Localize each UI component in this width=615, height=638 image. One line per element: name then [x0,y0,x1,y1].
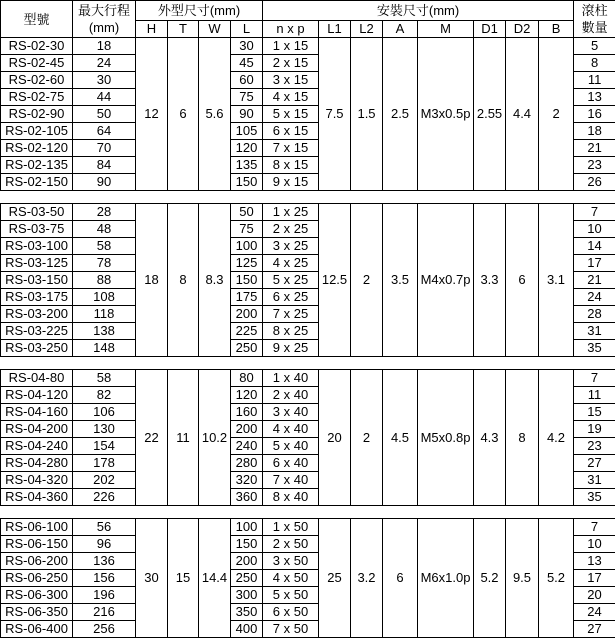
cell-max-stroke: 118 [73,306,136,323]
header-max-stroke-line1: 最大行程 [73,2,135,19]
cell-model: RS-06-150 [1,536,73,553]
cell-mount-D2: 9.5 [506,519,539,638]
cell-max-stroke: 44 [73,89,136,106]
cell-length-L: 105 [231,123,263,140]
cell-mount-L1: 12.5 [319,204,351,357]
cell-n-x-p: 9 x 25 [263,340,319,357]
spec-table-block-1 [0,0,615,191]
cell-roller-count: 27 [574,455,615,472]
cell-roller-count: 35 [574,340,615,357]
cell-length-L: 400 [231,621,263,638]
cell-length-L: 100 [231,238,263,255]
cell-roller-count: 31 [574,323,615,340]
cell-model: RS-03-75 [1,221,73,238]
cell-length-L: 60 [231,72,263,89]
cell-model: RS-02-135 [1,157,73,174]
header-col-M: M [418,21,474,38]
header-roller-count-line1: 滾柱 [574,2,615,19]
cell-max-stroke: 108 [73,289,136,306]
cell-roller-count: 20 [574,587,615,604]
cell-mount-B: 5.2 [539,519,574,638]
cell-roller-count: 21 [574,272,615,289]
cell-max-stroke: 256 [73,621,136,638]
cell-mount-L2: 3.2 [351,519,383,638]
cell-n-x-p: 1 x 40 [263,370,319,387]
cell-roller-count: 5 [574,38,615,55]
cell-mount-M: M6x1.0p [418,519,474,638]
cell-n-x-p: 2 x 40 [263,387,319,404]
spec-row [1,370,615,387]
cell-dim-W: 14.4 [199,519,231,638]
cell-model: RS-06-350 [1,604,73,621]
spec-table-body-rs06 [1,519,615,638]
cell-max-stroke: 24 [73,55,136,72]
header-model: 型號 [1,1,73,38]
cell-roller-count: 17 [574,255,615,272]
cell-n-x-p: 1 x 25 [263,204,319,221]
cell-length-L: 75 [231,89,263,106]
header-group-row [1,1,615,21]
cell-n-x-p: 4 x 50 [263,570,319,587]
cell-n-x-p: 3 x 15 [263,72,319,89]
cell-n-x-p: 8 x 25 [263,323,319,340]
spec-table-header [1,1,615,38]
cell-max-stroke: 202 [73,472,136,489]
cell-n-x-p: 1 x 50 [263,519,319,536]
cell-n-x-p: 9 x 15 [263,174,319,191]
cell-mount-D1: 3.3 [474,204,506,357]
cell-n-x-p: 8 x 40 [263,489,319,506]
cell-model: RS-06-200 [1,553,73,570]
cell-model: RS-04-120 [1,387,73,404]
cell-roller-count: 24 [574,604,615,621]
cell-length-L: 160 [231,404,263,421]
cell-length-L: 150 [231,536,263,553]
cell-max-stroke: 70 [73,140,136,157]
header-roller-count [574,1,615,38]
cell-model: RS-03-150 [1,272,73,289]
cell-max-stroke: 88 [73,272,136,289]
cell-model: RS-02-150 [1,174,73,191]
cell-n-x-p: 5 x 25 [263,272,319,289]
cell-model: RS-02-120 [1,140,73,157]
cell-model: RS-06-400 [1,621,73,638]
spec-table-body-rs02 [1,38,615,191]
cell-n-x-p: 6 x 25 [263,289,319,306]
cell-length-L: 240 [231,438,263,455]
cell-mount-D1: 5.2 [474,519,506,638]
cell-dim-W: 8.3 [199,204,231,357]
cell-model: RS-03-225 [1,323,73,340]
header-col-D2: D2 [506,21,539,38]
header-max-stroke-line2: (mm) [73,19,135,36]
cell-n-x-p: 7 x 15 [263,140,319,157]
spec-table-block-2 [0,203,615,357]
cell-n-x-p: 5 x 40 [263,438,319,455]
cell-n-x-p: 4 x 40 [263,421,319,438]
header-group-mount-dims: 安裝尺寸(mm) [263,1,574,21]
header-col-nxp: n x p [263,21,319,38]
cell-n-x-p: 2 x 15 [263,55,319,72]
cell-length-L: 200 [231,421,263,438]
cell-roller-count: 7 [574,370,615,387]
cell-roller-count: 35 [574,489,615,506]
cell-max-stroke: 84 [73,157,136,174]
cell-model: RS-04-80 [1,370,73,387]
cell-length-L: 90 [231,106,263,123]
header-col-T: T [168,21,199,38]
cell-dim-T: 15 [168,519,199,638]
cell-max-stroke: 196 [73,587,136,604]
cell-n-x-p: 6 x 40 [263,455,319,472]
cell-length-L: 175 [231,289,263,306]
cell-roller-count: 28 [574,306,615,323]
cell-length-L: 150 [231,174,263,191]
cell-mount-D2: 6 [506,204,539,357]
cell-roller-count: 7 [574,519,615,536]
cell-model: RS-06-100 [1,519,73,536]
cell-max-stroke: 106 [73,404,136,421]
cell-model: RS-04-320 [1,472,73,489]
cell-mount-A: 3.5 [383,204,418,357]
spec-table-body-rs03 [1,204,615,357]
cell-max-stroke: 78 [73,255,136,272]
cell-mount-A: 2.5 [383,38,418,191]
cell-model: RS-04-240 [1,438,73,455]
spec-table-body-rs04 [1,370,615,506]
cell-mount-M: M4x0.7p [418,204,474,357]
cell-length-L: 300 [231,587,263,604]
cell-model: RS-03-175 [1,289,73,306]
cell-model: RS-04-200 [1,421,73,438]
cell-length-L: 120 [231,140,263,157]
cell-length-L: 200 [231,553,263,570]
cell-mount-B: 4.2 [539,370,574,506]
cell-length-L: 50 [231,204,263,221]
cell-roller-count: 13 [574,553,615,570]
cell-dim-W: 10.2 [199,370,231,506]
cell-n-x-p: 8 x 15 [263,157,319,174]
cell-model: RS-06-250 [1,570,73,587]
cell-mount-D1: 2.55 [474,38,506,191]
cell-mount-D2: 8 [506,370,539,506]
cell-n-x-p: 5 x 50 [263,587,319,604]
cell-model: RS-02-30 [1,38,73,55]
cell-roller-count: 15 [574,404,615,421]
cell-mount-L1: 25 [319,519,351,638]
cell-n-x-p: 5 x 15 [263,106,319,123]
cell-mount-A: 4.5 [383,370,418,506]
cell-max-stroke: 130 [73,421,136,438]
cell-roller-count: 11 [574,387,615,404]
cell-roller-count: 11 [574,72,615,89]
cell-roller-count: 18 [574,123,615,140]
cell-roller-count: 19 [574,421,615,438]
cell-dim-H: 18 [136,204,168,357]
cell-length-L: 135 [231,157,263,174]
cell-n-x-p: 4 x 15 [263,89,319,106]
cell-dim-H: 22 [136,370,168,506]
header-max-stroke [73,1,136,38]
cell-model: RS-03-50 [1,204,73,221]
cell-length-L: 250 [231,340,263,357]
cell-max-stroke: 56 [73,519,136,536]
cell-max-stroke: 154 [73,438,136,455]
cell-model: RS-03-125 [1,255,73,272]
cell-roller-count: 31 [574,472,615,489]
cell-mount-L2: 2 [351,370,383,506]
cell-model: RS-06-300 [1,587,73,604]
cell-max-stroke: 48 [73,221,136,238]
cell-model: RS-02-45 [1,55,73,72]
cell-model: RS-03-100 [1,238,73,255]
cell-max-stroke: 58 [73,238,136,255]
cell-model: RS-04-160 [1,404,73,421]
header-col-L1: L1 [319,21,351,38]
cell-model: RS-02-60 [1,72,73,89]
cell-length-L: 320 [231,472,263,489]
cell-max-stroke: 28 [73,204,136,221]
cell-length-L: 280 [231,455,263,472]
cell-max-stroke: 226 [73,489,136,506]
header-col-D1: D1 [474,21,506,38]
cell-roller-count: 27 [574,621,615,638]
cell-n-x-p: 2 x 25 [263,221,319,238]
cell-roller-count: 23 [574,157,615,174]
cell-length-L: 250 [231,570,263,587]
cell-length-L: 100 [231,519,263,536]
cell-n-x-p: 2 x 50 [263,536,319,553]
cell-n-x-p: 3 x 40 [263,404,319,421]
cell-roller-count: 17 [574,570,615,587]
spec-table-block-4 [0,518,615,638]
cell-length-L: 350 [231,604,263,621]
cell-model: RS-03-250 [1,340,73,357]
header-col-B: B [539,21,574,38]
header-group-outer-dims: 外型尺寸(mm) [136,1,263,21]
cell-mount-B: 2 [539,38,574,191]
cell-mount-D1: 4.3 [474,370,506,506]
cell-n-x-p: 6 x 15 [263,123,319,140]
cell-dim-H: 30 [136,519,168,638]
cell-roller-count: 13 [574,89,615,106]
cell-max-stroke: 216 [73,604,136,621]
cell-max-stroke: 50 [73,106,136,123]
cell-roller-count: 7 [574,204,615,221]
cell-roller-count: 26 [574,174,615,191]
cell-max-stroke: 58 [73,370,136,387]
cell-roller-count: 14 [574,238,615,255]
cell-length-L: 225 [231,323,263,340]
cell-length-L: 30 [231,38,263,55]
cell-max-stroke: 96 [73,536,136,553]
cell-length-L: 120 [231,387,263,404]
cell-length-L: 150 [231,272,263,289]
cell-dim-T: 8 [168,204,199,357]
cell-max-stroke: 90 [73,174,136,191]
cell-max-stroke: 64 [73,123,136,140]
cell-n-x-p: 6 x 50 [263,604,319,621]
cell-length-L: 200 [231,306,263,323]
header-col-W: W [199,21,231,38]
cell-roller-count: 8 [574,55,615,72]
spec-table-block-3 [0,369,615,506]
cell-mount-M: M3x0.5p [418,38,474,191]
cell-n-x-p: 4 x 25 [263,255,319,272]
cell-max-stroke: 82 [73,387,136,404]
cell-mount-L1: 7.5 [319,38,351,191]
cell-roller-count: 24 [574,289,615,306]
cell-mount-L2: 1.5 [351,38,383,191]
header-col-L: L [231,21,263,38]
cell-max-stroke: 148 [73,340,136,357]
cell-model: RS-03-200 [1,306,73,323]
cell-model: RS-02-105 [1,123,73,140]
cell-n-x-p: 1 x 15 [263,38,319,55]
cell-roller-count: 10 [574,536,615,553]
cell-max-stroke: 138 [73,323,136,340]
cell-n-x-p: 3 x 25 [263,238,319,255]
cell-mount-B: 3.1 [539,204,574,357]
cell-n-x-p: 7 x 25 [263,306,319,323]
cell-dim-T: 6 [168,38,199,191]
cell-mount-M: M5x0.8p [418,370,474,506]
header-col-L2: L2 [351,21,383,38]
cell-max-stroke: 18 [73,38,136,55]
cell-max-stroke: 30 [73,72,136,89]
cell-length-L: 125 [231,255,263,272]
cell-model: RS-02-75 [1,89,73,106]
cell-roller-count: 16 [574,106,615,123]
cell-mount-D2: 4.4 [506,38,539,191]
cell-roller-count: 10 [574,221,615,238]
cell-length-L: 80 [231,370,263,387]
cell-roller-count: 21 [574,140,615,157]
spec-row [1,204,615,221]
cell-length-L: 45 [231,55,263,72]
spec-row [1,519,615,536]
cell-mount-L1: 20 [319,370,351,506]
cell-dim-T: 11 [168,370,199,506]
cell-n-x-p: 3 x 50 [263,553,319,570]
cell-mount-L2: 2 [351,204,383,357]
cell-max-stroke: 156 [73,570,136,587]
header-col-A: A [383,21,418,38]
cell-model: RS-02-90 [1,106,73,123]
cell-model: RS-04-280 [1,455,73,472]
cell-dim-W: 5.6 [199,38,231,191]
cell-length-L: 75 [231,221,263,238]
cell-length-L: 360 [231,489,263,506]
header-col-H: H [136,21,168,38]
header-roller-count-line2: 數量 [574,19,615,36]
spec-row [1,38,615,55]
cell-mount-A: 6 [383,519,418,638]
cell-roller-count: 23 [574,438,615,455]
cell-max-stroke: 136 [73,553,136,570]
cell-model: RS-04-360 [1,489,73,506]
cell-max-stroke: 178 [73,455,136,472]
cell-dim-H: 12 [136,38,168,191]
cell-n-x-p: 7 x 50 [263,621,319,638]
cell-n-x-p: 7 x 40 [263,472,319,489]
